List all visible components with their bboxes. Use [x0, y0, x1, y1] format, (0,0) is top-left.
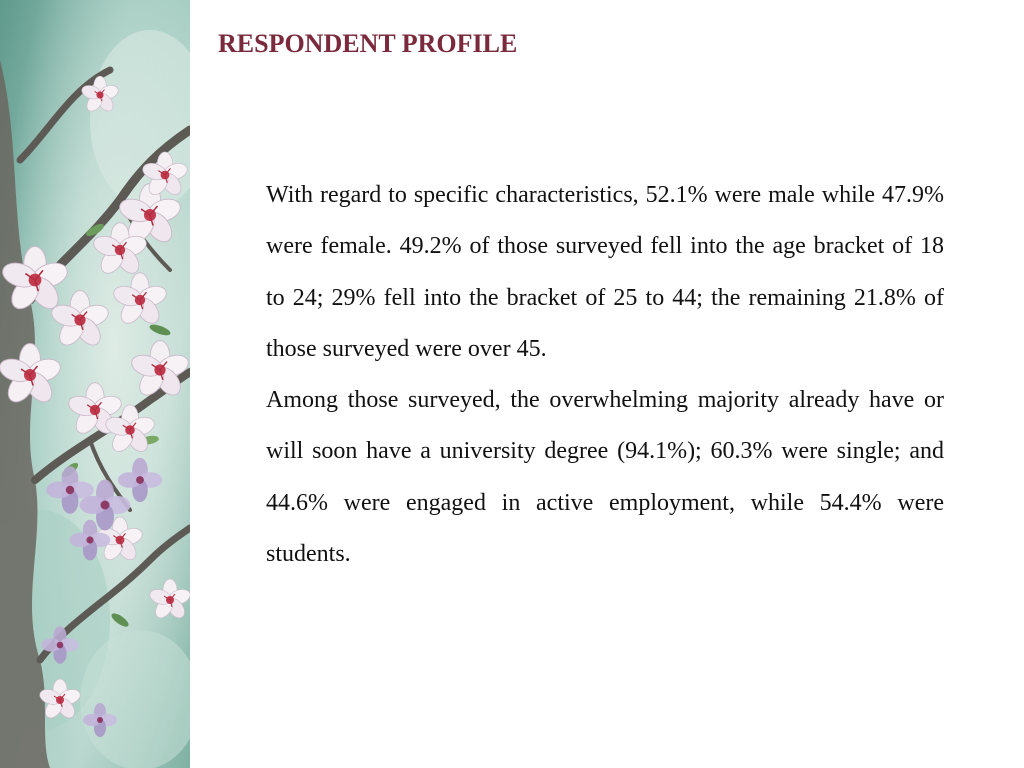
cherry-blossom-painting: [0, 0, 190, 768]
body-text: [266, 170, 944, 580]
paragraph-demographics: With regard to specific characteristics, 52.1% were male while 47.9% were female. 49.2% of those surveyed fell into the age bracket of 18 to 24; 29% fell into the bracket of 25 to 44; the remaining 21.8% of those surveyed were over 45.: [266, 182, 944, 362]
slide-title: RESPONDENT PROFILE: [218, 29, 518, 58]
paragraph-education-employment: Among those surveyed, the overwhelming majority already have or will soon have a university degree (94.1%); 60.3% were single; and 44.6% were engaged in active employment, while 54.4% were students.: [266, 387, 944, 568]
